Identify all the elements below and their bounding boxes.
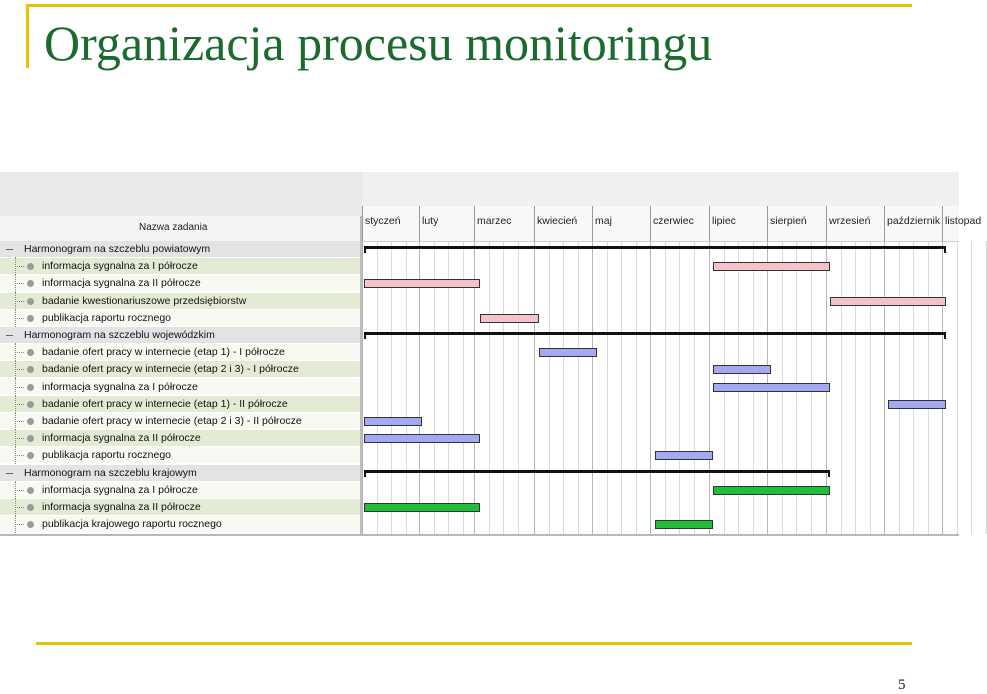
collapse-icon[interactable] bbox=[6, 246, 13, 253]
tree-connector bbox=[15, 352, 24, 353]
week-gridline bbox=[518, 241, 519, 534]
week-gridline bbox=[986, 241, 987, 534]
page-number: 5 bbox=[898, 677, 906, 693]
month-separator bbox=[884, 206, 885, 241]
tree-connector bbox=[15, 266, 24, 267]
month-label: wrzesień bbox=[829, 215, 871, 227]
task-list-toolbar bbox=[0, 172, 362, 216]
task-bullet-icon bbox=[27, 263, 34, 270]
month-separator bbox=[942, 206, 943, 241]
month-gridline bbox=[884, 241, 885, 534]
month-separator bbox=[474, 206, 475, 241]
task-bullet-icon bbox=[27, 435, 34, 442]
month-gridline bbox=[362, 241, 363, 534]
task-bar[interactable] bbox=[655, 451, 713, 460]
task-name: informacja sygnalna za I półrocze bbox=[42, 260, 198, 273]
tree-connector bbox=[15, 404, 24, 405]
bottom-accent-line bbox=[36, 642, 912, 645]
task-row[interactable] bbox=[0, 516, 362, 533]
task-name: badanie ofert pracy w internecie (etap 1) - II półrocze bbox=[42, 397, 288, 410]
task-bar[interactable] bbox=[480, 314, 538, 323]
task-name: publikacja raportu rocznego bbox=[42, 311, 171, 324]
tree-connector bbox=[15, 524, 24, 525]
week-gridline bbox=[636, 241, 637, 534]
month-gridline bbox=[650, 241, 651, 534]
task-bullet-icon bbox=[27, 487, 34, 494]
collapse-icon[interactable] bbox=[6, 332, 13, 339]
left-accent-line bbox=[26, 4, 29, 68]
tree-connector bbox=[15, 455, 24, 456]
tree-connector bbox=[15, 387, 24, 388]
task-bullet-icon bbox=[27, 366, 34, 373]
task-row[interactable] bbox=[0, 344, 362, 361]
task-bar[interactable] bbox=[539, 348, 597, 357]
month-separator bbox=[709, 206, 710, 241]
month-label: sierpień bbox=[770, 215, 807, 227]
task-list-pane bbox=[0, 172, 362, 534]
task-row[interactable] bbox=[0, 482, 362, 499]
month-separator bbox=[592, 206, 593, 241]
week-gridline bbox=[563, 241, 564, 534]
summary-task-row[interactable] bbox=[0, 241, 362, 258]
week-gridline bbox=[971, 241, 972, 534]
task-name-column-header[interactable] bbox=[0, 216, 362, 242]
month-label: lipiec bbox=[712, 215, 736, 227]
task-row[interactable] bbox=[0, 447, 362, 464]
tree-connector bbox=[15, 490, 24, 491]
week-gridline bbox=[913, 241, 914, 534]
month-separator bbox=[767, 206, 768, 241]
month-separator bbox=[419, 206, 420, 241]
task-name: Harmonogram na szczeblu powiatowym bbox=[24, 243, 211, 255]
tree-connector bbox=[15, 507, 24, 508]
week-gridline bbox=[928, 241, 929, 534]
timeline-month-header bbox=[362, 206, 982, 242]
week-gridline bbox=[957, 241, 958, 534]
task-bar[interactable] bbox=[713, 365, 771, 374]
week-gridline bbox=[489, 241, 490, 534]
week-gridline bbox=[855, 241, 856, 534]
task-bullet-icon bbox=[27, 384, 34, 391]
task-name: informacja sygnalna za II półrocze bbox=[42, 432, 201, 445]
tree-connector bbox=[15, 318, 24, 319]
task-bar[interactable] bbox=[364, 434, 480, 443]
task-bar[interactable] bbox=[364, 279, 480, 288]
timeline-toolbar bbox=[362, 172, 959, 206]
week-gridline bbox=[665, 241, 666, 534]
task-bar[interactable] bbox=[364, 503, 480, 512]
task-bullet-icon bbox=[27, 452, 34, 459]
task-bullet-icon bbox=[27, 315, 34, 322]
week-gridline bbox=[549, 241, 550, 534]
week-gridline bbox=[607, 241, 608, 534]
week-gridline bbox=[899, 241, 900, 534]
task-name-column-header-label: Nazwa zadania bbox=[139, 222, 208, 233]
task-name: informacja sygnalna za I półrocze bbox=[42, 380, 198, 393]
task-row[interactable] bbox=[0, 499, 362, 516]
task-row[interactable] bbox=[0, 430, 362, 447]
month-gridline bbox=[534, 241, 535, 534]
tree-connector bbox=[15, 369, 24, 370]
month-label: październik bbox=[887, 215, 941, 227]
task-name: publikacja raportu rocznego bbox=[42, 449, 171, 462]
summary-bar[interactable] bbox=[364, 246, 946, 249]
summary-bar[interactable] bbox=[364, 470, 830, 473]
task-name: badanie ofert pracy w internecie (etap 2 i 3) - II półrocze bbox=[42, 415, 302, 427]
tree-connector bbox=[15, 438, 24, 439]
task-name: Harmonogram na szczeblu krajowym bbox=[24, 466, 197, 479]
task-name: informacja sygnalna za II półrocze bbox=[42, 501, 201, 513]
task-bar[interactable] bbox=[713, 383, 829, 392]
week-gridline bbox=[870, 241, 871, 534]
top-accent-line bbox=[28, 4, 912, 7]
month-gridline bbox=[709, 241, 710, 534]
month-label: marzec bbox=[477, 215, 512, 227]
task-name: informacja sygnalna za II półrocze bbox=[42, 277, 201, 290]
month-label: listopad bbox=[945, 215, 982, 227]
collapse-icon[interactable] bbox=[6, 470, 13, 477]
task-row[interactable] bbox=[0, 413, 362, 430]
task-bullet-icon bbox=[27, 521, 34, 528]
task-bar[interactable] bbox=[830, 297, 946, 306]
task-row[interactable] bbox=[0, 361, 362, 378]
task-row[interactable] bbox=[0, 258, 362, 275]
task-name: publikacja krajowego raportu rocznego bbox=[42, 518, 222, 531]
gantt-chart-screenshot bbox=[0, 172, 982, 536]
task-name: Harmonogram na szczeblu wojewódzkim bbox=[24, 329, 215, 341]
month-label: luty bbox=[422, 215, 439, 227]
task-bullet-icon bbox=[27, 349, 34, 356]
week-gridline bbox=[621, 241, 622, 534]
task-bullet-icon bbox=[27, 401, 34, 408]
task-row[interactable] bbox=[0, 310, 362, 327]
task-bullet-icon bbox=[27, 298, 34, 305]
task-name: badanie kwestionariuszowe przedsiębiorstw bbox=[42, 294, 247, 307]
task-bar[interactable] bbox=[364, 417, 422, 426]
month-separator bbox=[650, 206, 651, 241]
task-name: badanie ofert pracy w internecie (etap 2 i 3) - I półrocze bbox=[42, 363, 299, 376]
tree-connector bbox=[15, 421, 24, 422]
month-gridline bbox=[942, 241, 943, 534]
month-label: styczeń bbox=[365, 215, 401, 227]
tree-connector bbox=[15, 283, 24, 284]
task-bullet-icon bbox=[27, 418, 34, 425]
task-row[interactable] bbox=[0, 396, 362, 413]
task-bar[interactable] bbox=[713, 262, 829, 271]
summary-task-row[interactable] bbox=[0, 465, 362, 482]
task-row[interactable] bbox=[0, 275, 362, 292]
month-label: maj bbox=[595, 215, 612, 227]
week-gridline bbox=[578, 241, 579, 534]
month-separator bbox=[534, 206, 535, 241]
timeline-pane bbox=[362, 172, 982, 534]
task-row[interactable] bbox=[0, 293, 362, 310]
task-name: badanie ofert pracy w internecie (etap 1) - I półrocze bbox=[42, 346, 285, 359]
week-gridline bbox=[694, 241, 695, 534]
month-label: kwiecień bbox=[537, 215, 578, 227]
task-bullet-icon bbox=[27, 280, 34, 287]
task-bar[interactable] bbox=[713, 486, 829, 495]
month-separator bbox=[826, 206, 827, 241]
slide-title: Organizacja procesu monitoringu bbox=[44, 15, 713, 71]
week-gridline bbox=[841, 241, 842, 534]
week-gridline bbox=[679, 241, 680, 534]
task-bar[interactable] bbox=[888, 400, 946, 409]
task-bullet-icon bbox=[27, 504, 34, 511]
week-gridline bbox=[503, 241, 504, 534]
tree-connector bbox=[15, 301, 24, 302]
task-name: informacja sygnalna za I półrocze bbox=[42, 483, 198, 496]
month-gridline bbox=[592, 241, 593, 534]
summary-bar[interactable] bbox=[364, 332, 946, 335]
task-bar[interactable] bbox=[655, 520, 713, 529]
month-label: czerwiec bbox=[653, 215, 694, 227]
task-row[interactable] bbox=[0, 379, 362, 396]
summary-task-row[interactable] bbox=[0, 327, 362, 344]
month-separator bbox=[362, 206, 363, 241]
